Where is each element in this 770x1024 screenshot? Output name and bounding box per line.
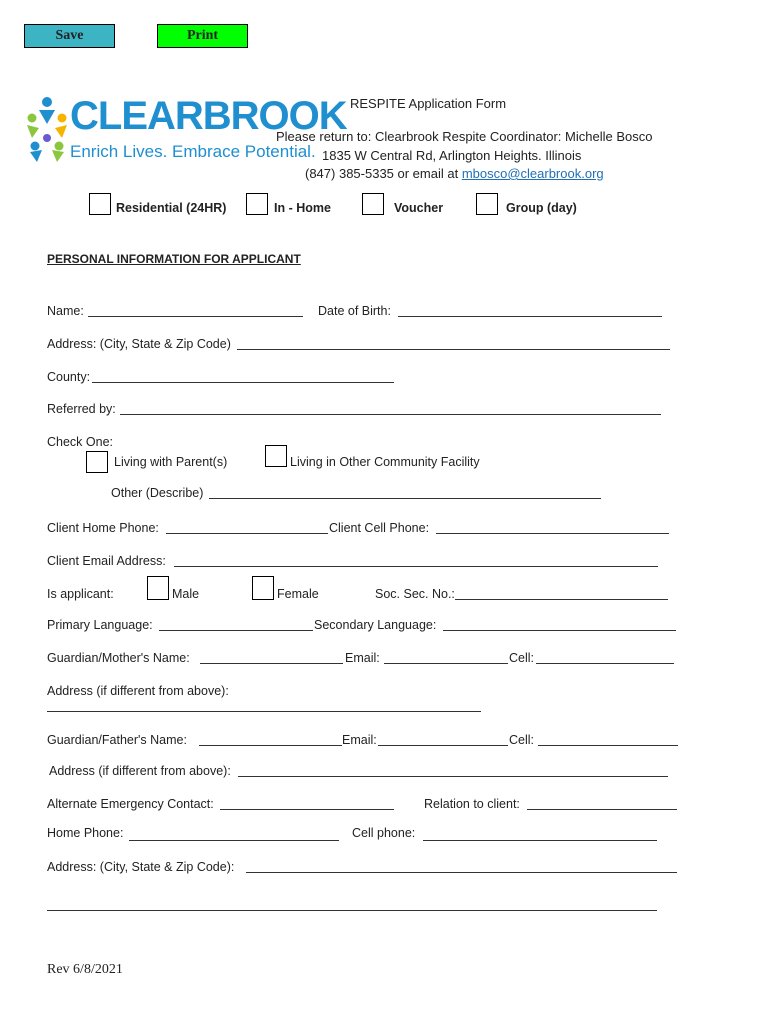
living-other-label: Living in Other Community Facility bbox=[290, 455, 480, 469]
in-home-label: In - Home bbox=[274, 201, 331, 215]
home-phone2-label: Home Phone: bbox=[47, 826, 124, 840]
dob-label: Date of Birth: bbox=[318, 304, 391, 318]
name-field[interactable] bbox=[88, 316, 303, 317]
father-email-label: Email: bbox=[342, 733, 377, 747]
father-email-field[interactable] bbox=[378, 745, 508, 746]
clearbrook-logo bbox=[24, 94, 347, 166]
section-title: PERSONAL INFORMATION FOR APPLICANT bbox=[47, 252, 301, 266]
voucher-label: Voucher bbox=[394, 201, 444, 215]
county-field[interactable] bbox=[92, 382, 394, 383]
mother-address-field[interactable] bbox=[47, 711, 481, 712]
father-address-label: Address (if different from above): bbox=[49, 764, 231, 778]
mother-cell-field[interactable] bbox=[536, 663, 674, 664]
primary-language-label: Primary Language: bbox=[47, 618, 153, 632]
mother-cell-label: Cell: bbox=[509, 651, 535, 665]
primary-language-field[interactable] bbox=[159, 630, 313, 631]
print-button[interactable]: Print bbox=[157, 24, 248, 48]
secondary-language-field[interactable] bbox=[443, 630, 676, 631]
relation-field[interactable] bbox=[527, 809, 677, 810]
save-button[interactable]: Save bbox=[24, 24, 115, 48]
county-label: County: bbox=[47, 370, 91, 384]
home-phone-label: Client Home Phone: bbox=[47, 521, 159, 535]
mother-email-label: Email: bbox=[345, 651, 380, 665]
cell-phone-label: Client Cell Phone: bbox=[329, 521, 430, 535]
form-title: RESPITE Application Form bbox=[350, 96, 507, 111]
guardian-mother-label: Guardian/Mother's Name: bbox=[47, 651, 190, 665]
logo-tagline: Enrich Lives. Embrace Potential. bbox=[70, 142, 316, 161]
father-cell-field[interactable] bbox=[538, 745, 678, 746]
check-one-label: Check One: bbox=[47, 435, 114, 449]
dob-field[interactable] bbox=[398, 316, 662, 317]
contact-line: (847) 385-5335 or email at mbosco@clearbrook.org bbox=[305, 166, 604, 181]
referred-field[interactable] bbox=[120, 414, 661, 415]
referred-label: Referred by: bbox=[47, 402, 116, 416]
father-cell-label: Cell: bbox=[509, 733, 535, 747]
residential-label: Residential (24HR) bbox=[116, 201, 227, 215]
father-address-field[interactable] bbox=[238, 776, 668, 777]
living-other-checkbox[interactable] bbox=[265, 445, 287, 467]
guardian-mother-field[interactable] bbox=[200, 663, 343, 664]
mother-email-field[interactable] bbox=[384, 663, 508, 664]
logo-wordmark: CLEARBROOK bbox=[70, 94, 347, 138]
alt-contact-field[interactable] bbox=[220, 809, 394, 810]
residential-checkbox[interactable] bbox=[89, 193, 111, 215]
revision-date: Rev 6/8/2021 bbox=[47, 962, 123, 977]
home-phone2-field[interactable] bbox=[129, 840, 339, 841]
guardian-father-field[interactable] bbox=[199, 745, 342, 746]
address-label: Address: (City, State & Zip Code) bbox=[47, 337, 231, 351]
address2-label: Address: (City, State & Zip Code): bbox=[47, 860, 235, 874]
female-label: Female bbox=[277, 587, 319, 601]
address2-field[interactable] bbox=[246, 872, 677, 873]
cell-phone-field[interactable] bbox=[436, 533, 669, 534]
male-checkbox[interactable] bbox=[147, 576, 169, 600]
return-line: Please return to: Clearbrook Respite Coordinator: Michelle Bosco bbox=[276, 129, 653, 144]
home-phone-field[interactable] bbox=[166, 533, 328, 534]
mother-address-label: Address (if different from above): bbox=[47, 684, 229, 698]
is-applicant-label: Is applicant: bbox=[47, 587, 114, 601]
cell-phone2-field[interactable] bbox=[423, 840, 657, 841]
in-home-checkbox[interactable] bbox=[246, 193, 268, 215]
ssn-field[interactable] bbox=[455, 599, 668, 600]
living-parents-label: Living with Parent(s) bbox=[114, 455, 228, 469]
email-link[interactable]: mbosco@clearbrook.org bbox=[461, 166, 604, 181]
voucher-checkbox[interactable] bbox=[362, 193, 384, 215]
name-label: Name: bbox=[47, 304, 84, 318]
client-email-label: Client Email Address: bbox=[47, 554, 166, 568]
living-parents-checkbox[interactable] bbox=[86, 451, 108, 473]
address-field[interactable] bbox=[237, 349, 670, 350]
alt-contact-label: Alternate Emergency Contact: bbox=[47, 797, 214, 811]
female-checkbox[interactable] bbox=[252, 576, 274, 600]
male-label: Male bbox=[172, 587, 200, 601]
address2-field-continued[interactable] bbox=[47, 910, 657, 911]
client-email-field[interactable] bbox=[174, 566, 658, 567]
guardian-father-label: Guardian/Father's Name: bbox=[47, 733, 187, 747]
relation-label: Relation to client: bbox=[424, 797, 520, 811]
other-label: Other (Describe) bbox=[111, 486, 204, 500]
other-field[interactable] bbox=[209, 498, 601, 499]
secondary-language-label: Secondary Language: bbox=[314, 618, 437, 632]
group-label: Group (day) bbox=[506, 201, 577, 215]
group-checkbox[interactable] bbox=[476, 193, 498, 215]
cell-phone2-label: Cell phone: bbox=[352, 826, 416, 840]
ssn-label: Soc. Sec. No.: bbox=[375, 587, 455, 601]
address-line: 1835 W Central Rd, Arlington Heights. Illinois bbox=[322, 148, 582, 163]
people-circle-icon bbox=[24, 94, 70, 166]
